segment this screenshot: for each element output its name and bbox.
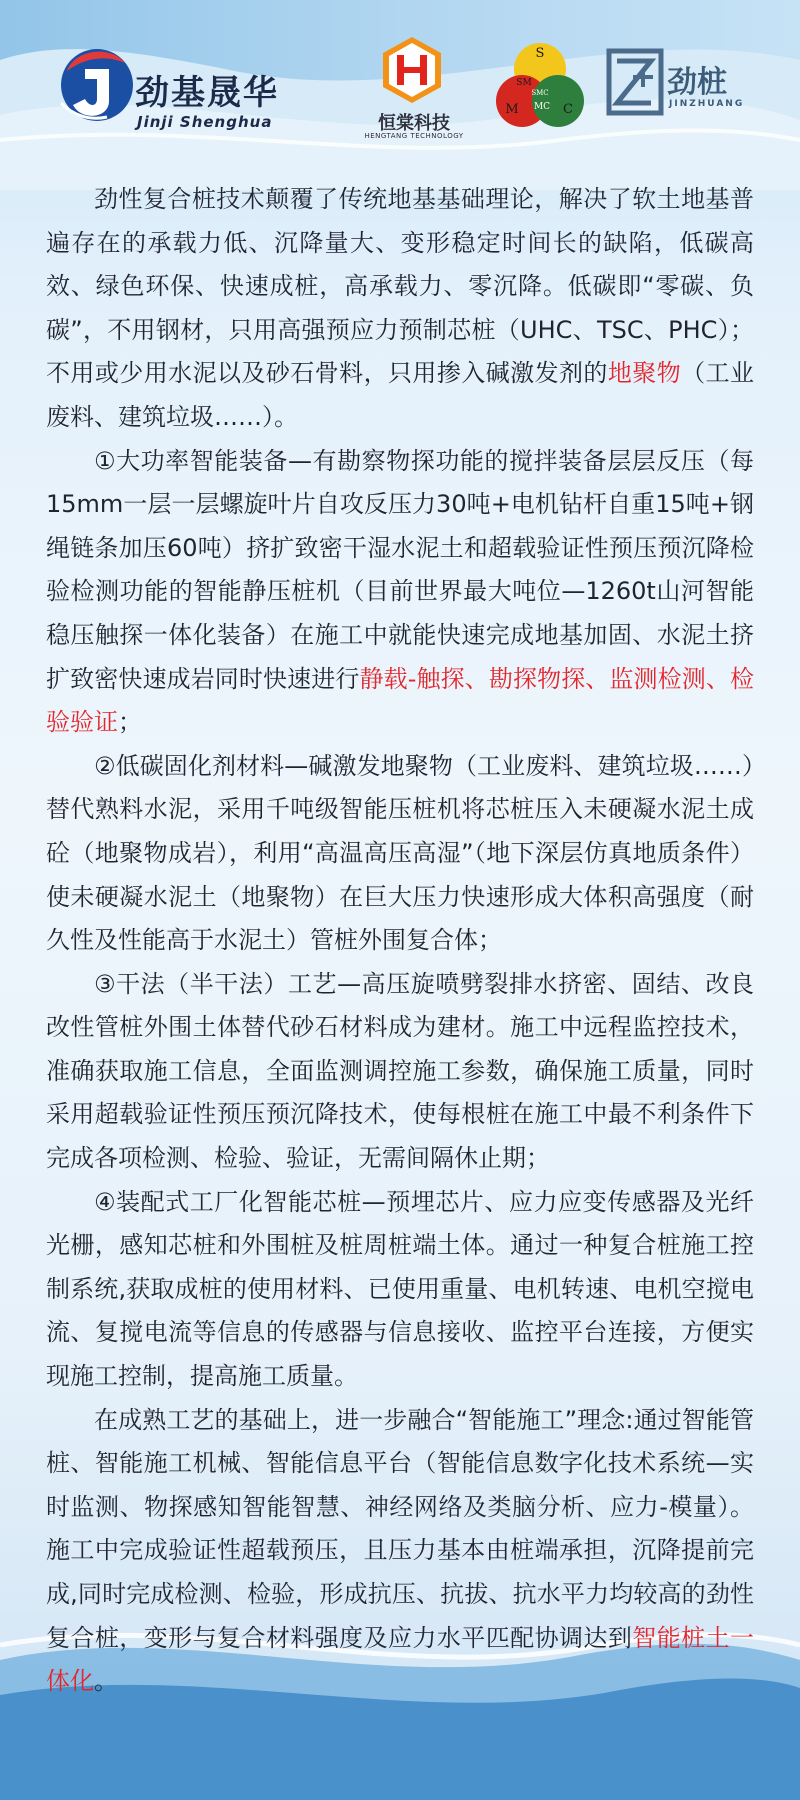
highlight-text: 静载-触探、勘探物探、监测检测、检验验证 — [46, 664, 754, 737]
hengtang-technology-logo — [355, 35, 475, 145]
logo-bar — [0, 35, 800, 145]
paragraph-text: 在成熟工艺的基础上，进一步融合“智能施工”理念:通过智能管桩、智能施工机械、智能信息平台（智能信息数字化技术系统—实时监测、物探感知智能智慧、神经网络及类脑分析、应力-模量）。施工中完成验证性超载预压，且压力基本由桩端承担，沉降提前完成,同时完成检测、检验，形成抗压、抗拔、抗水平力均较高的劲性复合桩，变形与复合材料强度及应力水平匹配协调达到 — [46, 1405, 754, 1652]
paragraph-text: ①大功率智能装备—有勘察物探功能的搅拌装备层层反压（每15mm一层一层螺旋叶片自攻反压力30吨+电机钻杆自重15吨+钢绳链条加压60吨）挤扩致密干湿水泥土和超载验证性预压预沉降检验检测功能的智能静压桩机（目前世界最大吨位—1260t山河智能稳压触探一体化装备）在施工中就能快速完成地基加固、水泥土挤扩致密快速成岩同时快速进行 — [46, 446, 754, 693]
jinzhuang-square-icon — [605, 47, 665, 117]
paragraph-item-3 — [46, 963, 754, 1181]
jinji-logo-text-en: Jinji Shenghua — [137, 113, 273, 131]
jinzhuang-logo — [605, 47, 755, 127]
paragraph-item-1 — [46, 440, 754, 745]
highlight-text: 地聚物 — [607, 359, 682, 388]
jinji-logo-text-cn: 劲基晟华 — [135, 73, 279, 113]
smc-letters-sm: SM — [516, 78, 532, 88]
paragraph-text: ； — [118, 708, 142, 737]
highlight-text: 智能桩土一体化 — [46, 1623, 755, 1696]
paragraph-text: 。 — [94, 1667, 118, 1696]
smc-letter-m: M — [505, 102, 519, 117]
paragraph-text: ②低碳固化剂材料—碱激发地聚物（工业废料、建筑垃圾……）替代熟料水泥，采用千吨级智能压桩机将芯桩压入未硬凝水泥土成砼（地聚物成岩），利用“高温高压高湿”（地下深层仿真地质条件）使未硬凝水泥土（地聚物）在巨大压力快速形成大体积高强度（耐久性及性能高于水泥土）管桩外围复合体； — [46, 751, 754, 955]
smc-circles-icon — [490, 35, 590, 140]
jinji-shenghua-logo — [55, 41, 345, 141]
smc-letters-mc: MC — [533, 102, 551, 112]
paragraph-text: ④装配式工厂化智能芯桩—预埋芯片、应力应变传感器及光纤光栅，感知芯桩和外围桩及桩周桩端土体。通过一种复合桩施工控制系统,获取成桩的使用材料、已使用重量、电机转速、电机空搅电流、复搅电流等信息的传感器与信息接收、监控平台连接，方便实现施工控制，提高施工质量。 — [46, 1187, 754, 1391]
paragraph-text: （工业废料、建筑垃圾……）。 — [46, 359, 755, 431]
paragraph-item-4 — [46, 1181, 754, 1399]
smc-letter-c: C — [563, 102, 573, 117]
smc-letter-s: S — [535, 46, 545, 61]
body-text — [46, 178, 754, 1704]
hengtang-hexagon-icon — [377, 35, 447, 105]
jinji-shenghua-icon — [55, 41, 133, 131]
jinzhuang-logo-text-en: JINZHUANG — [669, 99, 745, 109]
hengtang-logo-text-cn: 恒棠科技 — [378, 113, 450, 134]
hengtang-logo-text-en: HENGTANG TECHNOLOGY — [364, 132, 464, 140]
paragraph-intro — [46, 178, 754, 440]
paragraph-text: 劲性复合桩技术颠覆了传统地基基础理论，解决了软土地基普遍存在的承载力低、沉降量大、变形稳定时间长的缺陷，低碳高效、绿色环保、快速成桩，高承载力、零沉降。低碳即“零碳、负碳”，不用钢材，只用高强预应力预制芯桩（UHC、TSC、PHC）；不用或少用水泥以及砂石骨料，只用掺入碱激发剂的 — [46, 185, 754, 388]
jinzhuang-logo-text-cn: 劲桩 — [667, 65, 727, 100]
paragraph-text: ③干法（半干法）工艺—高压旋喷劈裂排水挤密、固结、改良改性管桩外围土体替代砂石材料成为建材。施工中远程监控技术，准确获取施工信息，全面监测调控施工参数，确保施工质量，同时采用超载验证性预压预沉降技术，使每根桩在施工中最不利条件下完成各项检测、检验、验证，无需间隔休止期； — [46, 969, 754, 1173]
paragraph-item-2 — [46, 745, 754, 963]
smc-logo — [490, 35, 590, 140]
smc-letters-smc: SMC — [531, 89, 549, 97]
paragraph-conclusion — [46, 1399, 754, 1704]
